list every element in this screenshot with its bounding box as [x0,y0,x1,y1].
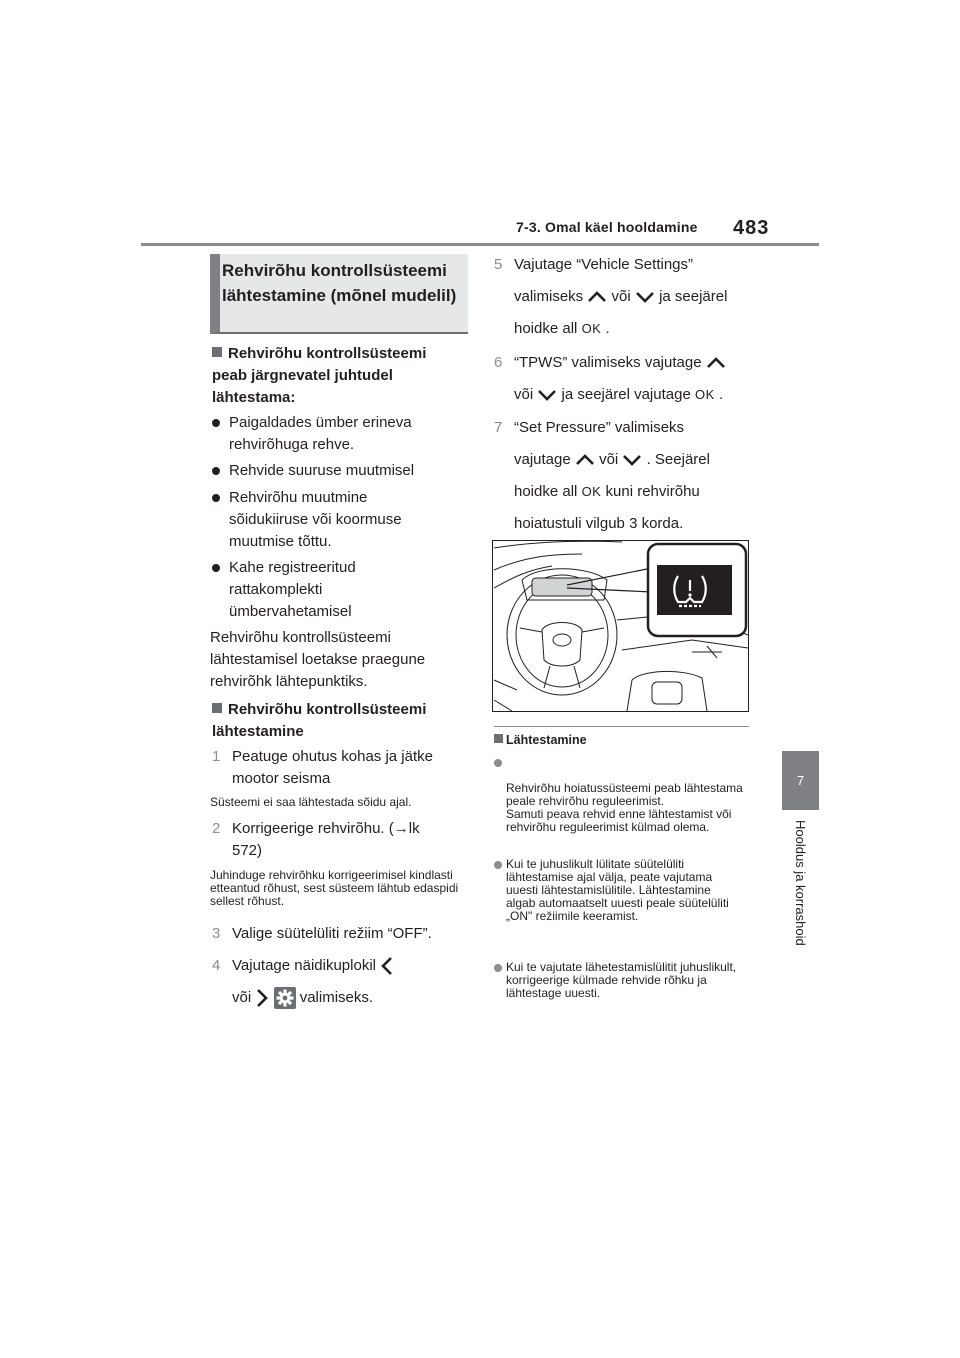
chevron-down-icon [635,290,655,304]
header-section-title: 7-3. Omal käel hooldamine [516,219,698,235]
bullet-icon [494,964,502,972]
page-number: 483 [733,217,770,239]
square-bullet-icon [212,347,222,357]
notes-divider [494,726,749,727]
header-rule [141,243,819,246]
paragraph: Rehvirõhu kontrollsüsteemi lähtestamisel loetakse praegune rehvirõhk lähtepunktiks. [210,629,426,690]
chevron-right-icon [255,988,269,1008]
chevron-up-icon [575,453,595,467]
ok-button-icon: OK [694,387,715,402]
note-item: Kui te vajutate lähetestamislülitit juhuslikult, korrigeerige külmade rehvide rõhku ja lähtestage uuesti. [494,961,749,1000]
chevron-left-icon [380,956,394,976]
notes-heading: Lähtestamine [494,733,587,747]
bullet-icon [494,861,502,869]
bullet-icon [212,494,220,502]
ok-button-icon: OK [581,321,602,336]
ok-button-icon: OK [581,484,602,499]
dashboard-illustration [492,540,749,712]
heading-reset-procedure: Rehvirõhu kontrollsüsteemi lähtestamine [212,701,427,740]
step-7: 7 “Set Pressure” valimiseks vajutage või . Seejärel hoidke all OK kuni rehvirõhu hoiatustuli vilgub 3 korda. [494,419,710,532]
bullet-icon [212,419,220,427]
chevron-up-icon [587,290,607,304]
step-3: 3 Valige süütelüliti režiim “OFF”. [212,925,432,942]
step-1: 1 Peatuge ohutus kohas ja jätke mootor seisma [212,748,433,787]
note-step-1: Süsteemi ei saa lähtestada sõidu ajal. [210,795,412,809]
chevron-up-icon [706,356,726,370]
bullet-icon [494,759,502,767]
bullet-icon [212,467,220,475]
square-bullet-icon [494,734,503,743]
bullet-item: Kahe registreeritud rattakomplekti ümbervahetamisel [212,557,392,623]
bullet-item: Rehvide suuruse muutmisel [212,460,452,482]
chapter-tab: 7 [782,751,819,810]
step-5: 5 Vajutage “Vehicle Settings” valimiseks või ja seejärel hoidke all OK . [494,256,728,337]
bullet-item: Paigaldades ümber erineva rehvirõhuga rehve. [212,412,452,456]
chevron-down-icon [537,388,557,402]
step-6: 6 “TPWS” valimiseks vajutage või ja seejärel vajutage OK . [494,352,764,406]
note-item: Rehvirõhu hoiatussüsteemi peab lähtestama peale rehvirõhu reguleerimist. Samuti peava rehvid enne lähtestamist või rehvirõhu reguleerimist külmad olema. [494,756,749,847]
step-2: 2 Korrigeerige rehvirõhu. (→lk 572) [212,820,420,859]
heading-when-reset: Rehvirõhu kontrollsüsteemi peab järgnevatel juhtudel lähtestama: [212,345,427,406]
chapter-title: Hooldus ja korrashoid [793,820,808,946]
step-4: 4 Vajutage näidikuplokil või valimiseks. [212,955,472,1009]
note-step-2: Juhinduge rehvirõhku korrigeerimisel kindlasti etteantud rõhust, sest süsteem lähtub edaspidi sellest rõhust. [210,868,459,908]
bullet-item: Rehvirõhu muutmine sõidukiiruse või koormuse muutmise tõttu. [212,487,442,553]
note-item: Kui te juhuslikult lülitate süütelüliti lähtestamise ajal välja, peate vajutama uuesti lähtestamislülitile. Lähtestamine algab automaatselt uuesti peale süütelüliti „ON" režiimile keeramist. [494,858,749,923]
square-bullet-icon [212,703,222,713]
chevron-down-icon [622,453,642,467]
gear-icon [274,987,296,1009]
bullet-icon [212,564,220,572]
section-title: Rehvirõhu kontrollsüsteemi lähtestamine (mõnel mudelil) [222,261,457,305]
